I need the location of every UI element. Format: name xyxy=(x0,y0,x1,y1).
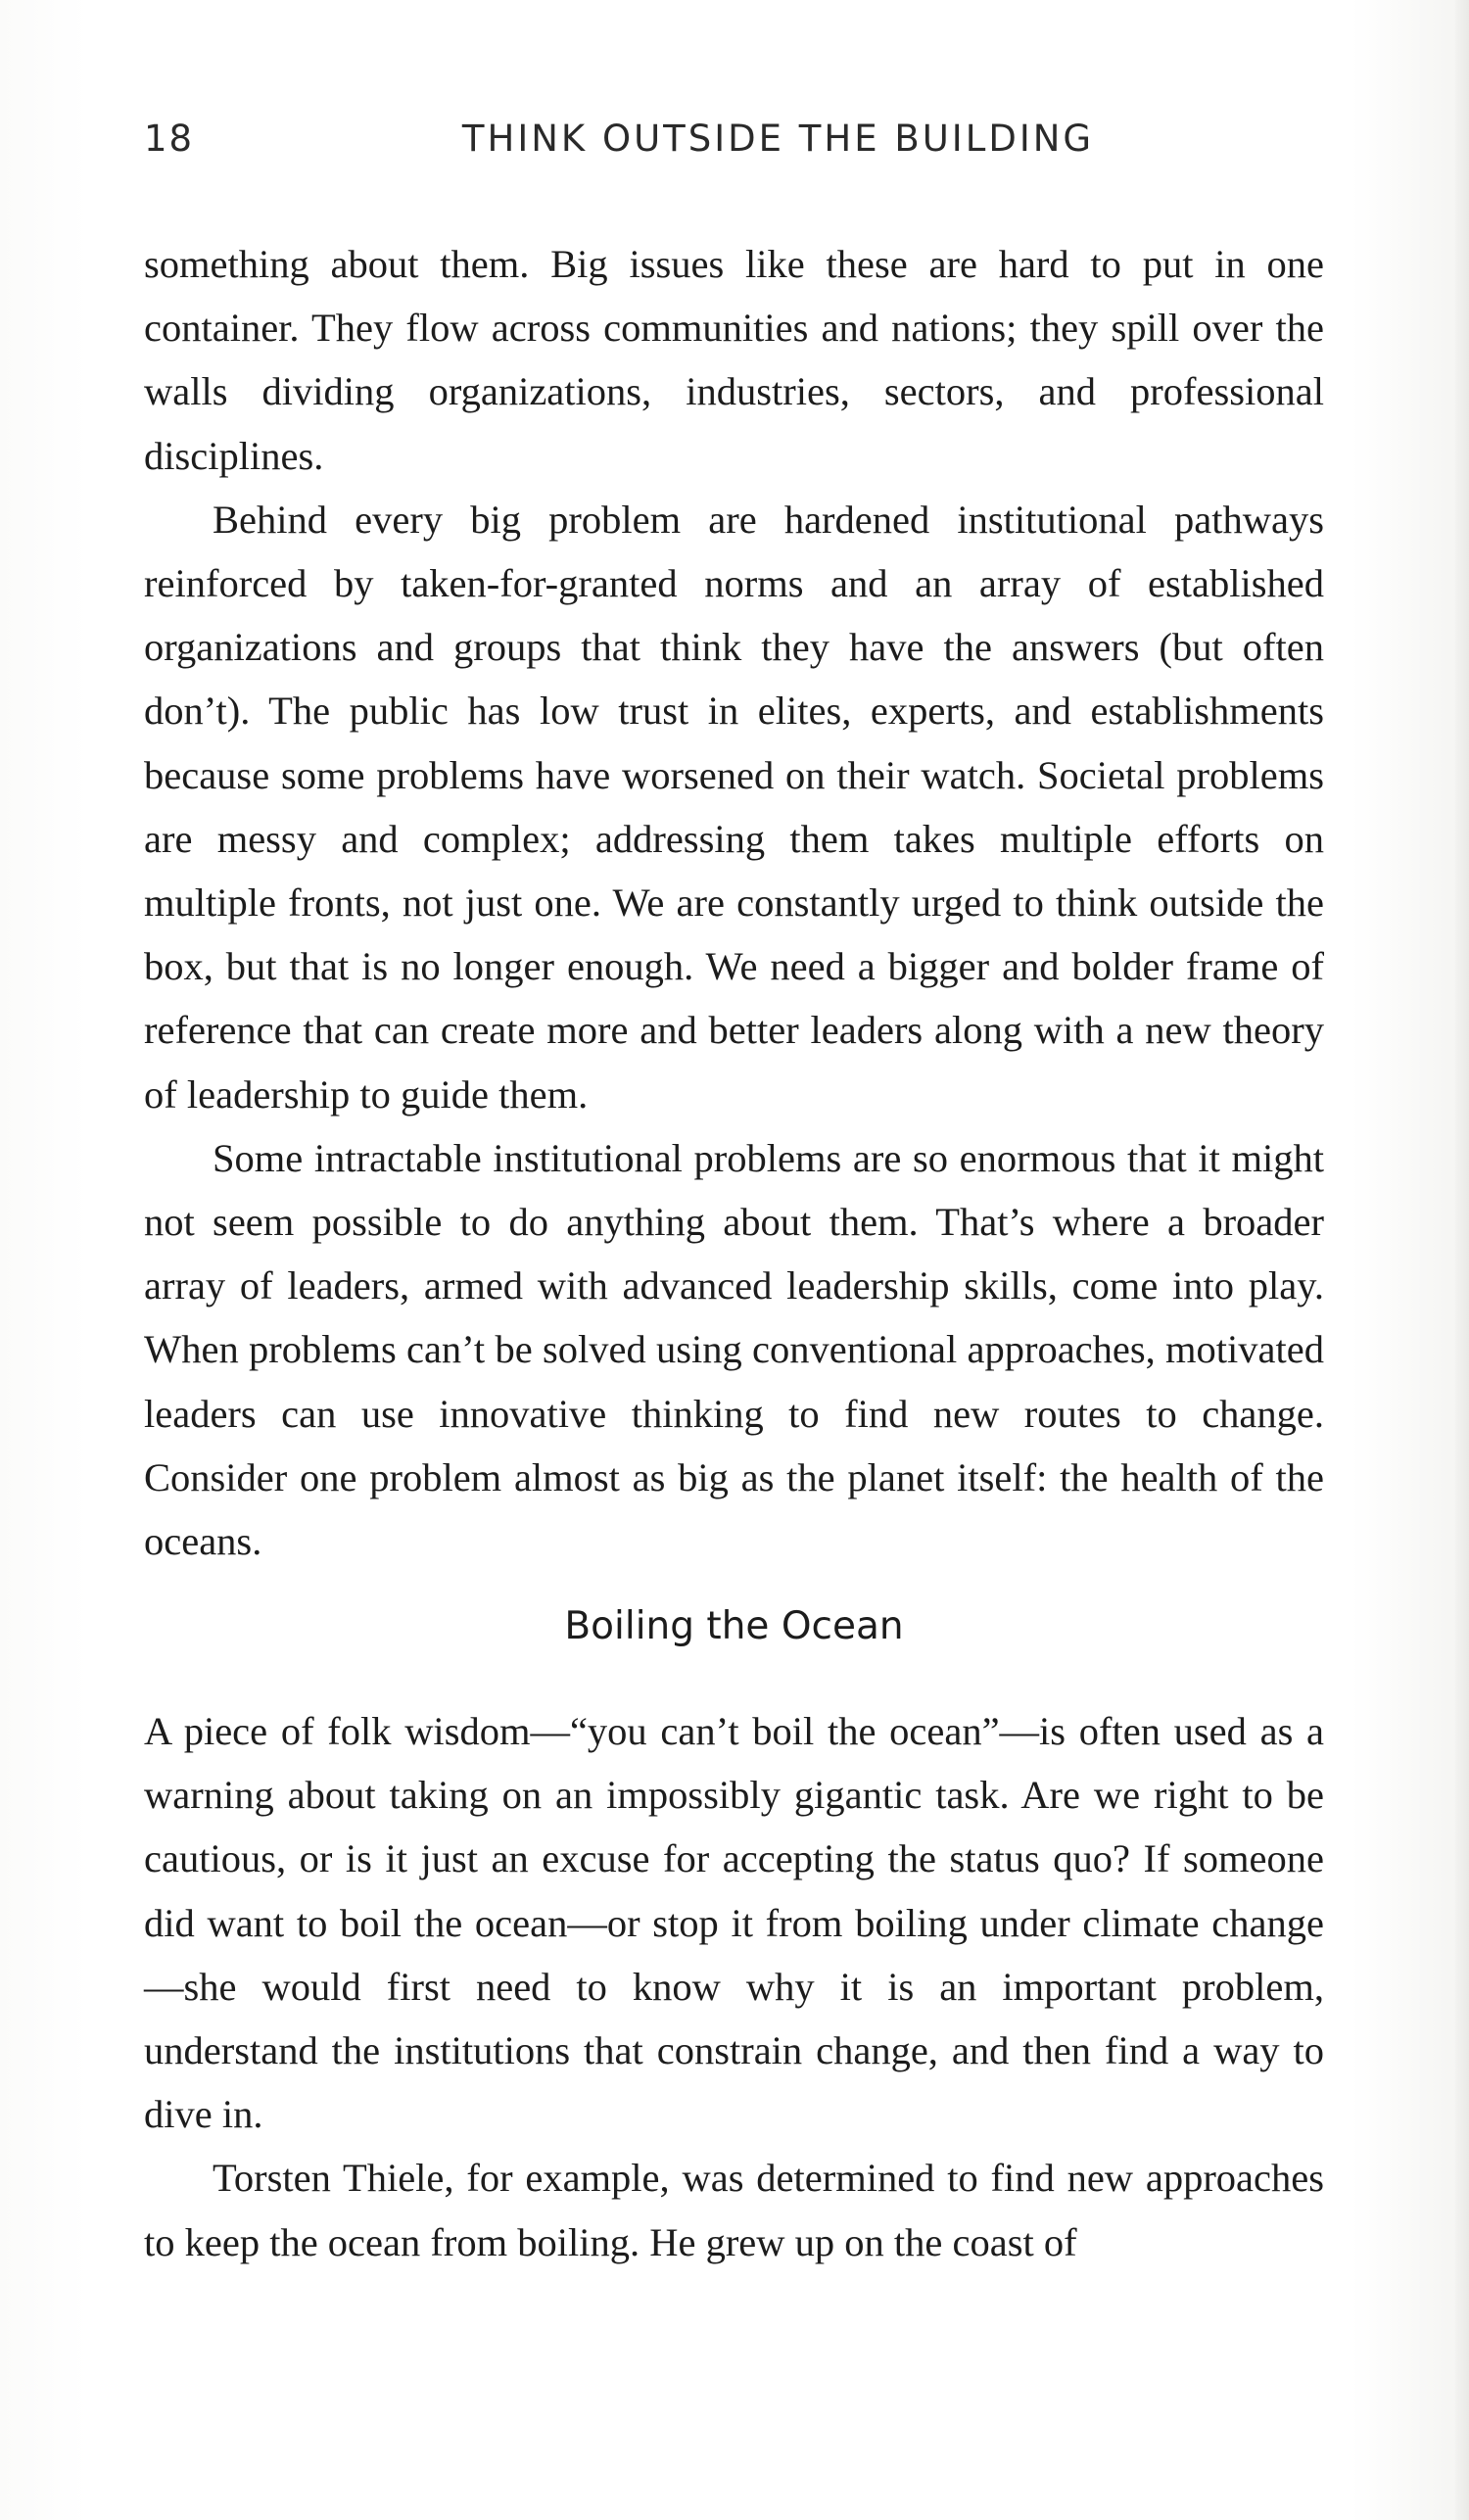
body-text-after-heading xyxy=(144,1699,1324,2274)
running-head xyxy=(144,118,1324,176)
paragraph: A piece of folk wisdom—“you can’t boil the ocean”—is often used as a warning about taking on an impossibly gigantic task. Are we right to be cautious, or is it just an excuse for accepting the status quo? If someone did want to boil the ocean—or stop it from boiling under climate change—she would first need to know why it is an important problem, understand the institutions that constrain change, and then find a way to dive in. xyxy=(144,1709,1324,2137)
body-text-before-heading xyxy=(144,232,1324,1573)
section-heading: Boiling the Ocean xyxy=(564,1604,904,1648)
paragraph: Torsten Thiele, for example, was determined to find new approaches to keep the ocean from boiling. He grew up on the coast of xyxy=(144,2156,1324,2264)
paragraph: Some intractable institutional problems are so enormous that it might not seem possible to do anything about them. That’s where a broader array of leaders, armed with advanced leadership skills, come into play. When problems can’t be solved using conventional approaches, motivated leaders can use innovative thinking to find new routes to change. Consider one problem almost as big as the planet itself: the health of the oceans. xyxy=(144,1135,1324,1564)
page-edge-shadow xyxy=(1455,0,1469,2520)
page-number: 18 xyxy=(144,118,195,160)
paragraph: Behind every big problem are hardened institutional pathways reinforced by taken-for-granted norms and an array of established organizations and groups that think they have the answers (but often don’t). The public has low trust in elites, experts, and establishments because some problems have worsened on their watch. Societal problems are messy and complex; addressing them takes multiple efforts on multiple fronts, not just one. We are constantly urged to think outside the box, but that is no longer enough. We need a bigger and bolder frame of reference that can create more and better leaders along with a new theory of leadership to guide them. xyxy=(144,497,1324,1117)
paragraph-continued: something about them. Big issues like these are hard to put in one container. They flow across communities and nations; they spill over the walls dividing organizations, industries, sectors, and professional disciplines. xyxy=(144,242,1324,478)
book-title: THINK OUTSIDE THE BUILDING xyxy=(461,118,1095,160)
